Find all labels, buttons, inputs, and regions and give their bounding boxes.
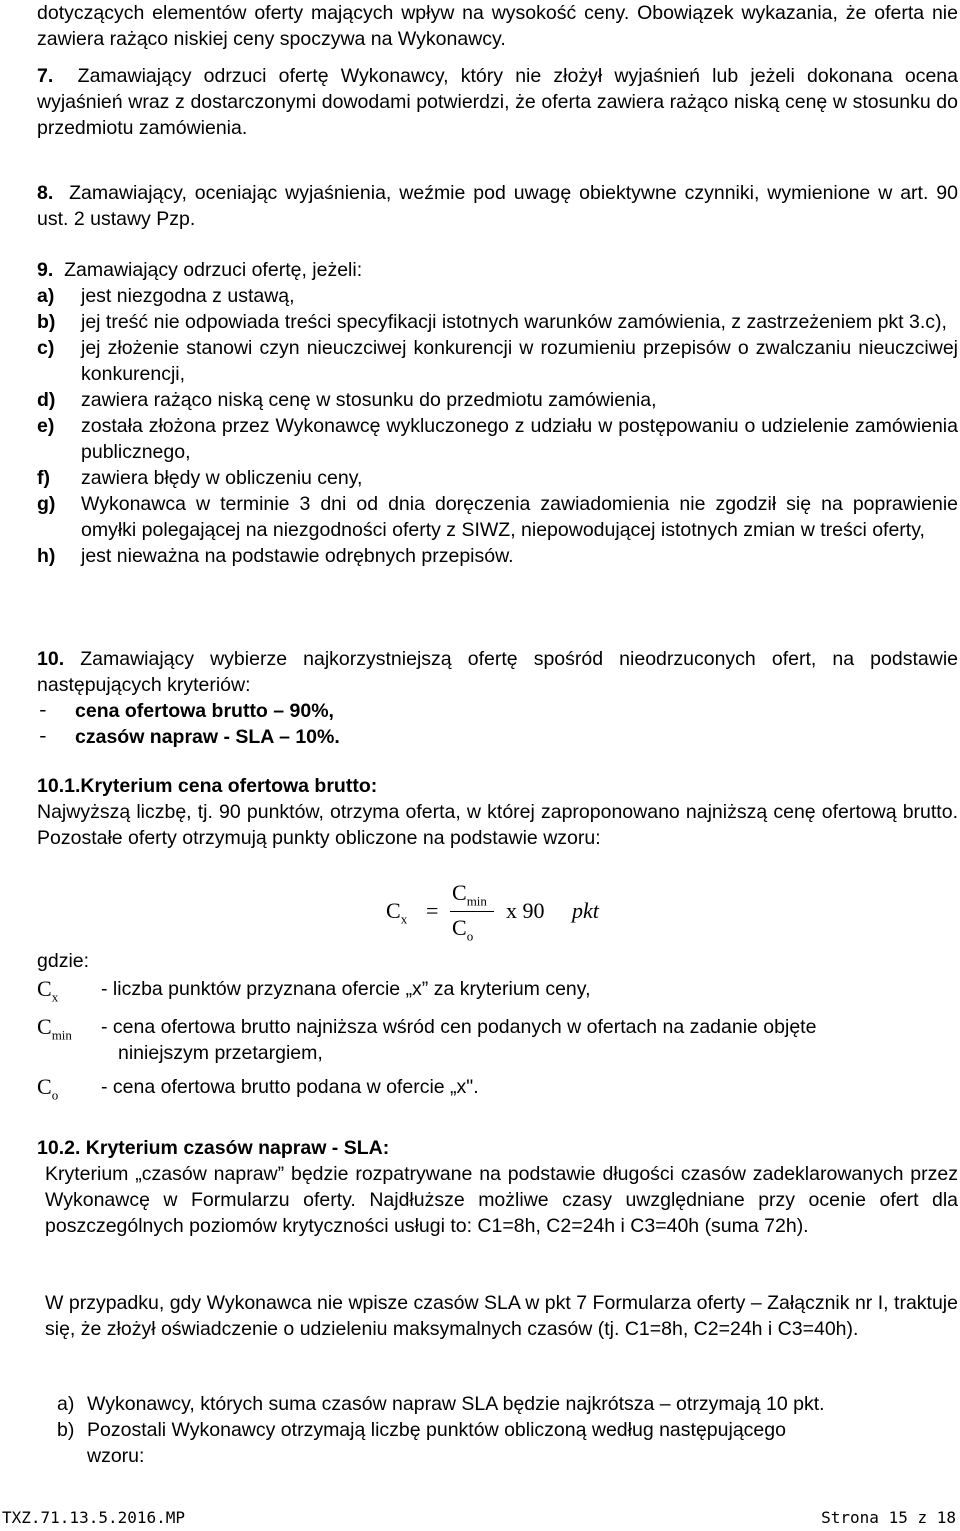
section-10-2 [37, 1135, 958, 1239]
point-text: Zamawiający odrzuci ofertę, jeżeli: [64, 259, 363, 281]
point-8 [37, 180, 958, 232]
point-number: 7. [37, 65, 54, 87]
point-text: Zamawiający odrzuci ofertę Wykonawcy, który nie złożył wyjaśnień lub jeżeli dokonana ocena wyjaśnień wraz z dostarczonymi dowodami potwierdzi, że oferta zawiera rażąco niską cenę w stosunku do przedmiotu zamówienia. [37, 65, 958, 139]
list-item: h) jest nieważna na podstawie odrębnych przepisów. [37, 545, 514, 567]
point-7 [37, 63, 958, 141]
point-number: 8. [37, 182, 54, 204]
list-item: d) zawiera rażąco niską cenę w stosunku do przedmiotu zamówienia, [37, 389, 657, 411]
section-10-1 [37, 773, 958, 851]
list-item: a) jest niezgodna z ustawą, [37, 285, 295, 307]
section-text: Kryterium „czasów napraw” będzie rozpatrywane na podstawie długości czasów zadeklarowanych przez Wykonawcę w Formularzu oferty. Najdłuższe możliwe czasy uwzględniane przy ocenie ofert dla poszczególnych poziomów krytyczności usługi to: C1=8h, C2=24h i C3=40h (suma 72h). [45, 1163, 958, 1237]
definition-co: $C_o$ - cena ofertowa brutto podana w ofercie „x". [37, 1074, 479, 1103]
point-number: 9. [37, 259, 54, 281]
document-reference: TXZ.71.13.5.2016.MP [2, 1508, 186, 1527]
intro-text: dotyczących elementów oferty mających wpływ na wysokość ceny. Obowiązek wykazania, że oferta nie zawiera rażąco niskiej ceny spoczywa na Wykonawcy. [37, 2, 958, 50]
list-item: c) jej złożenie stanowi czyn nieuczciwej konkurencji w rozumieniu przepisów o zwalczaniu nieuczciwej konkurencji, [37, 337, 958, 385]
definition-cx: $C_x$ - liczba punktów przyznana ofercie „x” za kryterium ceny, [37, 976, 591, 1005]
point-text: Zamawiający, oceniając wyjaśnienia, weźmie pod uwagę obiektywne czynniki, wymienione w art. 90 ust. 2 ustawy Pzp. [37, 182, 958, 230]
where-label: gdzie: [37, 950, 90, 972]
section-text: Najwyższą liczbę, tj. 90 punktów, otrzyma oferta, w której zaproponowano najniższą cenę ofertową brutto. Pozostałe oferty otrzymują punkty obliczone na podstawie wzoru: [37, 801, 958, 849]
criterion-item: - cena ofertowa brutto – 90%, [37, 700, 334, 722]
list-item: a) Wykonawcy, których suma czasów napraw SLA będzie najkrótsza – otrzymają 10 pkt. [57, 1393, 825, 1415]
criterion-item: - czasów napraw - SLA – 10%. [37, 726, 340, 748]
list-item: g) Wykonawca w terminie 3 dni od dnia doręczenia zawiadomienia nie zgodził się na poprawienie omyłki polegającej na niezgodności oferty z SIWZ, niepowodującej istotnych zmian w treści oferty, [37, 493, 958, 541]
point-text: Zamawiający wybierze najkorzystniejszą ofertę spośród nieodrzuconych ofert, na podstawie następujących kryteriów: [37, 648, 958, 696]
price-formula: $C_x$ = $C_{min}$ $C_o$ x 90 pkt [386, 880, 599, 944]
intro-paragraph [37, 0, 958, 52]
list-item-continuation: wzoru: [87, 1445, 145, 1467]
point-9 [37, 257, 958, 569]
sla-scoring-list [57, 1391, 958, 1469]
definition-cmin: $C_{min}$ - cena ofertowa brutto najniższa wśród cen podanych w ofertach na zadanie objęte niniejszym przetargiem, [37, 1014, 817, 1064]
list-item: f) zawiera błędy w obliczeniu ceny, [37, 467, 363, 489]
fraction-bar [450, 911, 494, 912]
page-number: Strona 15 z 18 [821, 1508, 956, 1527]
sla-default-paragraph: W przypadku, gdy Wykonawca nie wpisze czasów SLA w pkt 7 Formularza oferty – Załącznik nr I, traktuje się, że złożył oświadczenie o udzieleniu maksymalnych czasów (tj. C1=8h, C2=24h i C3=40h). [45, 1292, 958, 1340]
list-item: e) została złożona przez Wykonawcę wykluczonego z udziału w postępowaniu o udzielenie zamówienia publicznego, [37, 415, 958, 463]
list-item: b) Pozostali Wykonawcy otrzymają liczbę punktów obliczoną według następującego [57, 1419, 786, 1441]
point-10 [37, 646, 958, 750]
section-heading: 10.1.Kryterium cena ofertowa brutto: [37, 775, 378, 797]
point-number: 10. [37, 648, 65, 670]
section-heading: 10.2. Kryterium czasów napraw - SLA: [37, 1137, 390, 1159]
list-item: b) jej treść nie odpowiada treści specyfikacji istotnych warunków zamówienia, z zastrzeżeniem pkt 3.c), [37, 311, 947, 333]
